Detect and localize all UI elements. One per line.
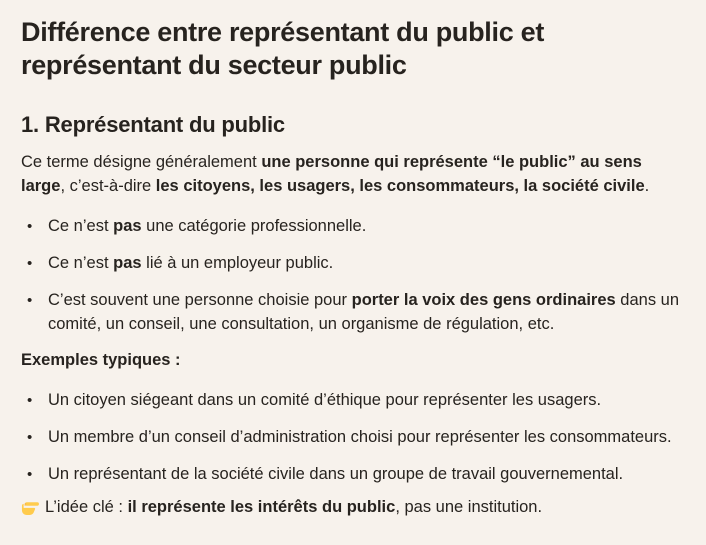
- page-title: Différence entre représentant du public et représentant du secteur public: [21, 17, 545, 80]
- list-item: • Ce n’est pas lié à un employeur public.: [21, 252, 685, 276]
- section-1-heading: 1. Représentant du public: [21, 111, 285, 137]
- list-item: • Un citoyen siégeant dans un comité d’éthique pour représenter les usagers.: [21, 389, 685, 413]
- section-1-list: [21, 215, 685, 337]
- list-item: • C’est souvent une personne choisie pour porter la voix des gens ordinaires dans un comité, un conseil, une consultation, un organisme de régulation, etc.: [21, 289, 685, 337]
- section-1-intro: Ce terme désigne généralement une personne qui représente “le public” au sens large, c’est-à-dire les citoyens, les usagers, les consommateurs, la société civile.: [21, 153, 650, 196]
- examples-heading: Exemples typiques :: [21, 350, 181, 369]
- list-item: • Un membre d’un conseil d’administration choisi pour représenter les consommateurs.: [21, 426, 685, 450]
- key-idea-text: L’idée clé : il représente les intérêts du public, pas une institution.: [45, 497, 543, 516]
- list-item: • Ce n’est pas une catégorie professionnelle.: [21, 215, 685, 239]
- list-item: • Un représentant de la société civile dans un groupe de travail gouvernemental.: [21, 463, 685, 487]
- pointing-right-icon: [21, 497, 40, 516]
- key-idea: [21, 496, 685, 520]
- examples-list: [21, 389, 685, 487]
